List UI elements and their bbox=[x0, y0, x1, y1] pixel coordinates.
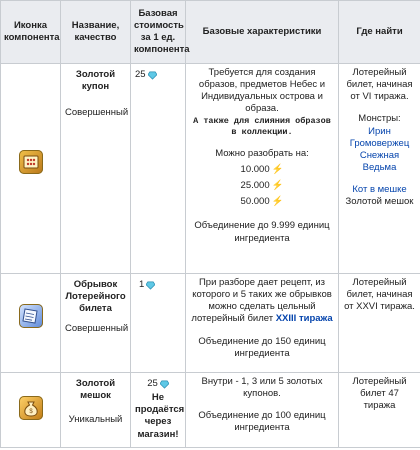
diamond-icon bbox=[148, 71, 157, 80]
amount-item bbox=[190, 180, 334, 192]
where-cell bbox=[339, 274, 420, 373]
name-cell bbox=[61, 64, 131, 274]
price-value: 25 bbox=[147, 378, 158, 389]
header-name: Название, качество bbox=[61, 1, 131, 64]
item-quality: Совершенный bbox=[65, 323, 129, 335]
stats-cell bbox=[186, 373, 339, 448]
table-row bbox=[1, 64, 420, 274]
monster-link[interactable]: Снежная Ведьма bbox=[359, 149, 400, 174]
header-where: Где найти bbox=[339, 1, 420, 64]
monsters-label: Монстры: bbox=[358, 113, 401, 125]
price bbox=[135, 69, 157, 81]
icon-cell bbox=[1, 274, 61, 373]
stats-desc: Требуется для создания образов, предметов Небес и Индивидуальных острова и образа. bbox=[198, 67, 326, 115]
monster-link[interactable]: Громовержец bbox=[349, 137, 410, 149]
price-value: 25 bbox=[135, 69, 146, 80]
lottery-ticket-scrap-icon bbox=[19, 304, 43, 328]
amount-item bbox=[190, 196, 334, 208]
item-name: Золотой мешок bbox=[75, 378, 116, 402]
where-cell bbox=[339, 64, 420, 274]
name-cell bbox=[61, 373, 131, 448]
header-stats: Базовые характеристики bbox=[186, 1, 339, 64]
monster-link[interactable]: Ирин bbox=[368, 125, 391, 137]
name-cell bbox=[61, 274, 131, 373]
price-value: 1 bbox=[139, 279, 145, 290]
amount-value: 25.000 bbox=[240, 180, 270, 192]
price bbox=[139, 279, 155, 291]
disassemble-label: Можно разобрать на: bbox=[215, 147, 309, 159]
combine-text: Объединение до 100 единиц ингредиента bbox=[198, 410, 326, 434]
gold-bag-icon bbox=[19, 396, 43, 420]
where-text: Лотерейный билет 47 тиража bbox=[352, 376, 407, 412]
not-sold-notice: Не продаётся через магазин! bbox=[135, 392, 185, 440]
svg-text:$: $ bbox=[28, 409, 33, 415]
amount-value: 10.000 bbox=[240, 163, 270, 175]
stats-desc-bold: А также для слияния образов в коллекции. bbox=[193, 115, 331, 137]
where-text: Лотерейный билет, начиная от VI тиража. bbox=[346, 67, 413, 103]
combine-text: Объединение до 9.999 единиц ингредиента bbox=[194, 220, 330, 244]
header-icon: Иконка компонента bbox=[1, 1, 61, 64]
item-name: Золотой купон bbox=[75, 69, 116, 93]
lottery-ticket-link[interactable]: XXIII тиража bbox=[275, 313, 333, 325]
amount-value: 50.000 bbox=[240, 196, 270, 208]
combine-text: Объединение до 150 единиц ингредиента bbox=[198, 335, 326, 359]
header-price: Базовая стоимость за 1 ед. компонента bbox=[131, 1, 186, 64]
price-cell bbox=[131, 373, 186, 448]
price bbox=[147, 378, 169, 390]
lightning-icon: ⚡ bbox=[271, 180, 284, 192]
table-row bbox=[1, 274, 420, 373]
item-quality: Совершенный bbox=[65, 107, 129, 119]
stats-desc bbox=[190, 277, 334, 326]
where-cell bbox=[339, 373, 420, 448]
gold-coupon-icon bbox=[19, 150, 43, 174]
lightning-icon: ⚡ bbox=[271, 196, 284, 208]
amount-item bbox=[190, 164, 334, 176]
price-cell bbox=[131, 274, 186, 373]
stats-cell bbox=[186, 274, 339, 373]
table-row bbox=[1, 373, 420, 448]
diamond-icon bbox=[160, 380, 169, 389]
icon-cell bbox=[1, 64, 61, 274]
bag-text: Золотой мешок bbox=[345, 196, 414, 208]
stats-cell bbox=[186, 64, 339, 274]
price-cell bbox=[131, 64, 186, 274]
item-quality: Уникальный bbox=[68, 414, 123, 426]
stats-desc: Внутри - 1, 3 или 5 золотых купонов. bbox=[201, 376, 323, 400]
header-row bbox=[1, 1, 420, 64]
diamond-icon bbox=[146, 281, 155, 290]
cat-in-bag-link[interactable]: Кот в мешке bbox=[352, 184, 407, 196]
stats-desc-text: При разборе дает рецепт, из которого и 5 таких же обрывков можно сделать цельный лотерейный билет bbox=[191, 277, 332, 325]
item-name: Обрывок Лотерейного билета bbox=[65, 279, 126, 315]
lightning-icon: ⚡ bbox=[271, 163, 284, 175]
where-text: Лотерейный билет, начиная от XXVI тиража. bbox=[344, 277, 415, 313]
icon-cell bbox=[1, 373, 61, 448]
